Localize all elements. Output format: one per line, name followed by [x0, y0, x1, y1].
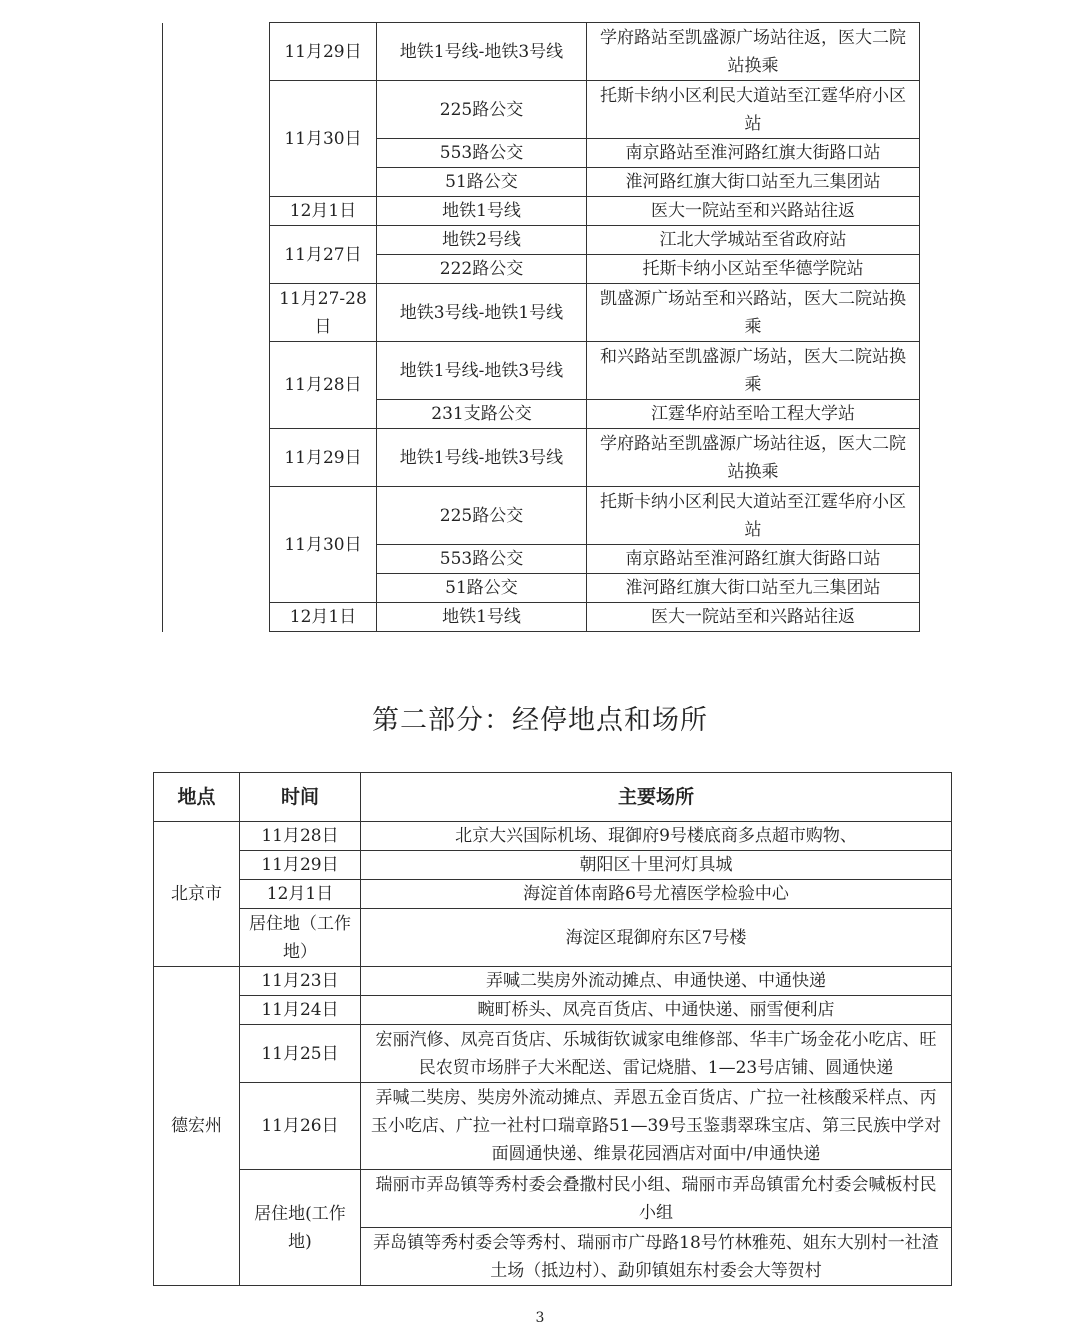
- transit-route: 地铁1号线: [377, 197, 587, 226]
- visit-time: 11月24日: [240, 996, 361, 1025]
- venues-column-header: 主要场所: [361, 773, 952, 822]
- route-section: 淮河路红旗大街口站至九三集团站: [587, 574, 920, 603]
- route-section: 南京路站至淮河路红旗大街路口站: [587, 545, 920, 574]
- travel-date: 11月29日: [270, 429, 377, 487]
- table-row: [163, 603, 920, 632]
- transit-route: 地铁1号线-地铁3号线: [377, 429, 587, 487]
- place-column-header: 地点: [154, 773, 240, 822]
- travel-date: 12月1日: [270, 603, 377, 632]
- table-row: [154, 851, 952, 880]
- route-section: 淮河路红旗大街口站至九三集团站: [587, 168, 920, 197]
- transit-route: 553路公交: [377, 139, 587, 168]
- venue-list: 朝阳区十里河灯具城: [361, 851, 952, 880]
- venue-list: 海淀首体南路6号尤禧医学检验中心: [361, 880, 952, 909]
- table-row: [163, 342, 920, 400]
- table-row: [163, 81, 920, 139]
- transit-routes-table: [162, 22, 920, 632]
- table-row: [154, 880, 952, 909]
- table-row: [154, 822, 952, 851]
- transit-route: 225路公交: [377, 81, 587, 139]
- route-section: 南京路站至淮河路红旗大街路口站: [587, 139, 920, 168]
- table-row: [163, 284, 920, 342]
- route-section: 托斯卡纳小区利民大道站至江霆华府小区站: [587, 81, 920, 139]
- visit-time: 11月29日: [240, 851, 361, 880]
- time-column-header: 时间: [240, 773, 361, 822]
- transit-route: 地铁1号线-地铁3号线: [377, 342, 587, 400]
- visit-time: 居住地(工作地): [240, 1170, 361, 1286]
- venue-list: 海淀区琨御府东区7号楼: [361, 909, 952, 967]
- venue-list: 畹町桥头、凤亮百货店、中通快递、丽雪便利店: [361, 996, 952, 1025]
- visit-time: 11月26日: [240, 1083, 361, 1170]
- place-name: 北京市: [154, 822, 240, 967]
- table-row: [163, 197, 920, 226]
- venue-list: 北京大兴国际机场、琨御府9号楼底商多点超市购物、: [361, 822, 952, 851]
- visit-time: 居住地（工作地）: [240, 909, 361, 967]
- table-row: [154, 1083, 952, 1170]
- place-name: 德宏州: [154, 967, 240, 1286]
- table-row: [163, 23, 920, 81]
- venue-list: 宏丽汽修、凤亮百货店、乐城街钦诚家电维修部、华丰广场金花小吃店、旺民农贸市场胖子大米配送、雷记烧腊、1—23号店铺、圆通快递: [361, 1025, 952, 1083]
- table-header-row: [154, 773, 952, 822]
- visit-time: 11月28日: [240, 822, 361, 851]
- table-row: [154, 1170, 952, 1228]
- table-row: [163, 226, 920, 255]
- route-section: 托斯卡纳小区利民大道站至江霆华府小区站: [587, 487, 920, 545]
- transit-route: 地铁3号线-地铁1号线: [377, 284, 587, 342]
- table-row: [154, 909, 952, 967]
- venue-list: 弄岛镇等秀村委会等秀村、瑞丽市广母路18号竹林雅苑、姐东大别村一社渣土场（抵边村）、勐卯镇姐东村委会大等贺村: [361, 1228, 952, 1286]
- route-section: 凯盛源广场站至和兴路站，医大二院站换乘: [587, 284, 920, 342]
- table-row: [154, 967, 952, 996]
- venue-list: 弄喊二奘房、奘房外流动摊点、弄恩五金百货店、广拉一社核酸采样点、丙玉小吃店、广拉一社村口瑞章路51—39号玉鉴翡翠珠宝店、第三民族中学对面圆通快递、维景花园酒店对面中/申通快递: [361, 1083, 952, 1170]
- travel-date: 11月30日: [270, 81, 377, 197]
- route-section: 和兴路站至凯盛源广场站，医大二院站换乘: [587, 342, 920, 400]
- venue-list: 瑞丽市弄岛镇等秀村委会叠撒村民小组、瑞丽市弄岛镇雷允村委会喊板村民小组: [361, 1170, 952, 1228]
- route-section: 江霆华府站至哈工程大学站: [587, 400, 920, 429]
- travel-date: 11月27日: [270, 226, 377, 284]
- route-section: 学府路站至凯盛源广场站往返，医大二院站换乘: [587, 429, 920, 487]
- route-section: 医大一院站至和兴路站往返: [587, 603, 920, 632]
- page-number: 3: [535, 1310, 545, 1326]
- transit-route: 地铁2号线: [377, 226, 587, 255]
- transit-route: 51路公交: [377, 574, 587, 603]
- travel-date: 11月27-28日: [270, 284, 377, 342]
- visit-time: 11月23日: [240, 967, 361, 996]
- transit-route: 地铁1号线-地铁3号线: [377, 23, 587, 81]
- table-row: [154, 1025, 952, 1083]
- transit-route: 231支路公交: [377, 400, 587, 429]
- transit-route: 222路公交: [377, 255, 587, 284]
- travel-date: 12月1日: [270, 197, 377, 226]
- visit-time: 12月1日: [240, 880, 361, 909]
- travel-date: 11月29日: [270, 23, 377, 81]
- route-section: 学府路站至凯盛源广场站往返，医大二院站换乘: [587, 23, 920, 81]
- table-row: [154, 996, 952, 1025]
- table-row: [163, 429, 920, 487]
- transit-route: 51路公交: [377, 168, 587, 197]
- travel-date: 11月28日: [270, 342, 377, 429]
- section-title: 第二部分：经停地点和场所: [372, 705, 708, 736]
- route-section: 医大一院站至和兴路站往返: [587, 197, 920, 226]
- table-row: [163, 487, 920, 545]
- visit-time: 11月25日: [240, 1025, 361, 1083]
- travel-date: 11月30日: [270, 487, 377, 603]
- venue-list: 弄喊二奘房外流动摊点、申通快递、中通快递: [361, 967, 952, 996]
- transit-route: 地铁1号线: [377, 603, 587, 632]
- blank-left-column: [163, 23, 270, 632]
- transit-route: 225路公交: [377, 487, 587, 545]
- transit-route: 553路公交: [377, 545, 587, 574]
- route-section: 托斯卡纳小区站至华德学院站: [587, 255, 920, 284]
- route-section: 江北大学城站至省政府站: [587, 226, 920, 255]
- stop-places-table: [153, 772, 952, 1286]
